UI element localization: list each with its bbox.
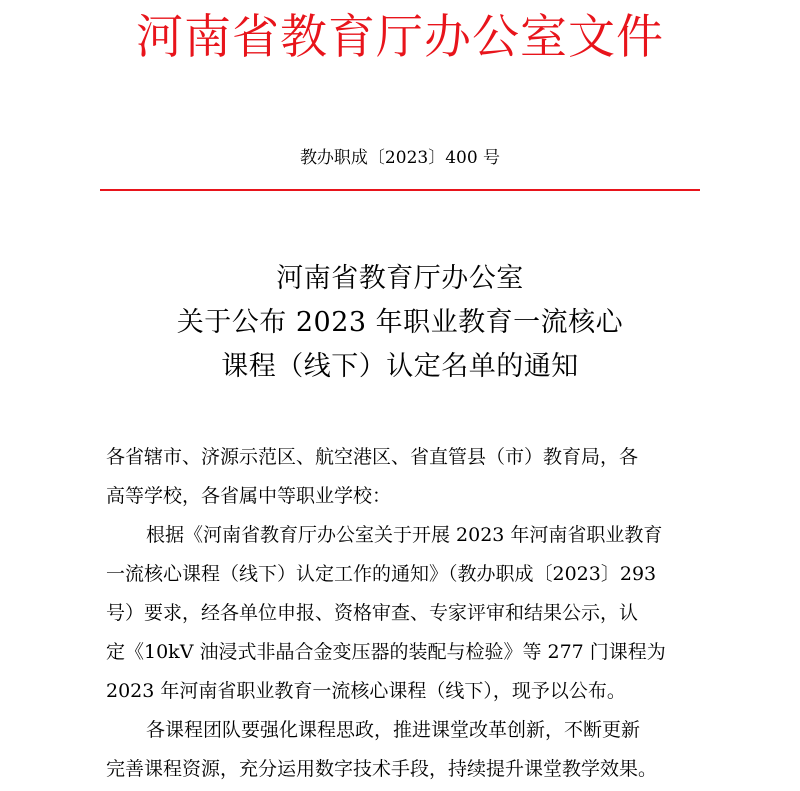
red-divider-line [100, 189, 700, 191]
notice-title-line-2: 关于公布 2023 年职业教育一流核心 [176, 307, 624, 338]
body-line-paragraph2-1: 各课程团队要强化课程思政，推进课堂改革创新，不断更新 [146, 719, 641, 741]
body-line-paragraph1-3: 号）要求，经各单位申报、资格审查、专家评审和结果公示，认 [106, 602, 639, 624]
body-line-paragraph1-2: 一流核心课程（线下）认定工作的通知》（教办职成〔2023〕293 [106, 563, 657, 585]
document-number: 教办职成〔2023〕400 号 [299, 148, 501, 168]
document-header-title: 河南省教育厅办公室文件 [136, 10, 664, 65]
notice-title-line-1: 河南省教育厅办公室 [276, 263, 524, 294]
body-line-paragraph1-4: 定《10kV 油浸式非晶合金变压器的装配与检验》等 277 门课程为 [106, 641, 666, 663]
notice-title [0, 257, 800, 389]
notice-body [106, 438, 716, 789]
body-line-recipients-2: 高等学校，各省属中等职业学校： [106, 485, 392, 507]
notice-title-line-3: 课程（线下）认定名单的通知 [221, 351, 579, 382]
body-line-paragraph2-2: 完善课程资源，充分运用数字技术手段，持续提升课堂教学效果。 [106, 758, 658, 780]
body-line-paragraph1-1: 根据《河南省教育厅办公室关于开展 2023 年河南省职业教育 [146, 524, 663, 546]
body-line-recipients-1: 各省辖市、济源示范区、航空港区、省直管县（市）教育局，各 [106, 446, 639, 468]
body-line-paragraph1-5: 2023 年河南省职业教育一流核心课程（线下），现予以公布。 [106, 680, 626, 702]
